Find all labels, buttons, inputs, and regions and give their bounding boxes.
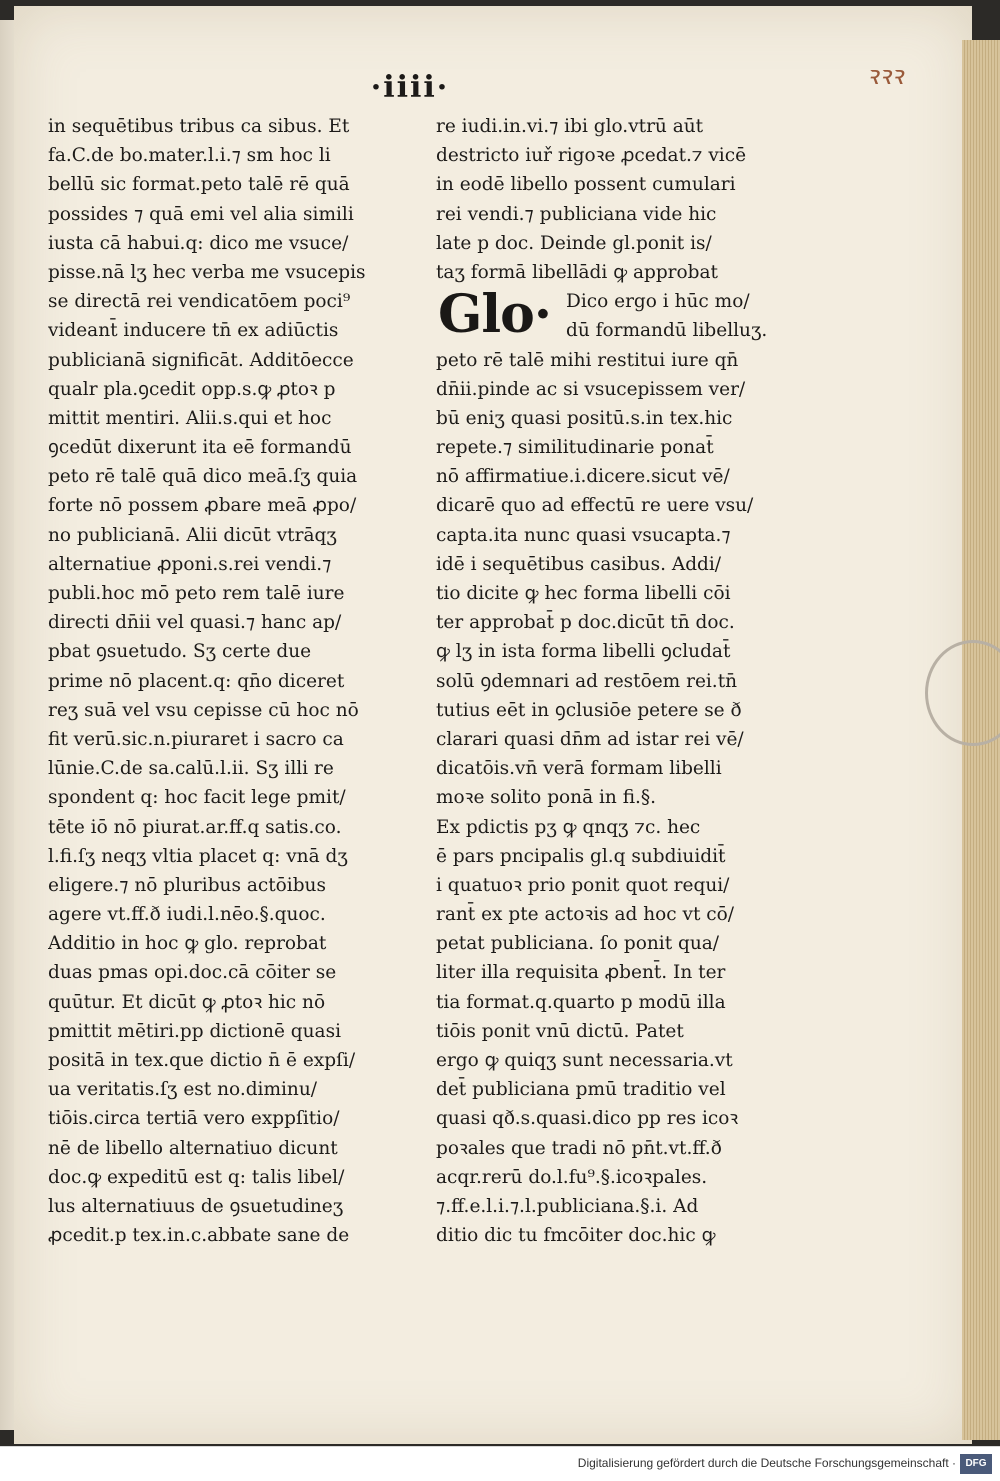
text-line: taʒ formā libellādi ꝙ approbat: [436, 261, 718, 283]
text-line: tiōis ponit vnū dictū. Patet: [436, 1020, 684, 1042]
text-line: quūtur. Et dicūt ꝙ ꝓtoꝛ hic nō: [48, 991, 326, 1013]
text-line: poꝛales que tradi nō pn̄t.vt.ff.ð: [436, 1137, 722, 1159]
text-line: tio dicite ꝙ hec forma libelli cōi: [436, 583, 731, 604]
folio-number: ·iiii·: [370, 70, 450, 105]
text-line: dicarē quo ad effectū re uere vsu/: [436, 495, 754, 517]
text-line: pmittit mētiri.pp dictionē quasi: [48, 1020, 342, 1042]
text-line: moꝛe solito ponā in fi.§.: [436, 787, 657, 809]
text-line: bū eniʒ quasi positū.s.in tex.hic: [436, 407, 733, 429]
right-text-column: [436, 112, 776, 1250]
text-line: dicatōis.vn̄ verā formam libelli: [436, 758, 722, 780]
text-line: ditio dic tu fmcōiter doc.hic ꝙ: [436, 1225, 716, 1247]
text-line: qualr pla.ꝯcedit opp.s.ꝙ ꝓtoꝛ p: [48, 378, 336, 400]
text-line: ⁊.ff.e.l.i.⁊.l.publiciana.§.i. Ad: [436, 1195, 699, 1217]
text-line: pbat ꝯsuetudo. Sʒ certe due: [48, 641, 312, 663]
text-line: alternatiue ꝓponi.s.rei vendi.⁊: [48, 553, 332, 575]
text-line: reʒ suā vel vsu cepisse cū hoc nō: [48, 699, 359, 721]
text-line: peto rē talē mihi restitui iure qn̄: [436, 349, 739, 371]
text-line: Ex pdictis pʒ ꝙ qnqʒ ⁊c. hec: [436, 816, 701, 838]
text-line: ꝓcedit.p tex.in.c.abbate sane de: [48, 1225, 350, 1247]
text-line: ua veritatis.ſʒ est no.diminu/: [48, 1079, 317, 1101]
text-line: forte nō possem ꝓbare meā ꝓpo/: [48, 495, 357, 517]
text-line: tutius eēt in ꝯclusiōe petere se ð: [436, 699, 742, 721]
text-line: directi dn̄ii vel quasi.⁊ hanc ap/: [48, 612, 342, 634]
text-line: se directā rei vendicatōem poci⁹: [48, 291, 351, 313]
text-line: in sequētibus tribus ca sibus. Et: [48, 116, 350, 137]
text-line: liter illa requisita ꝓbent̄. In ter: [436, 962, 726, 984]
text-line: capta.ita nunc quasi vsucapta.⁊: [436, 524, 731, 546]
text-line: re iudi.in.vi.⁊ ibi glo.vtrū aūt: [436, 116, 704, 137]
text-line: rant̄ ex pte actoꝛis ad hoc vt cō/: [436, 904, 735, 926]
decorated-initial: Glo·: [438, 284, 551, 345]
text-line: quasi qð.s.quasi.dico pp res icoꝛ: [436, 1108, 739, 1130]
text-line: pisse.nā lʒ hec verba me vsucepis: [48, 261, 366, 283]
text-line: in eodē libello possent cumulari: [436, 174, 736, 196]
text-line: lus alternatiuus de ꝯsuetudineʒ: [48, 1195, 344, 1217]
text-line: possides ⁊ quā emi vel alia simili: [48, 203, 354, 225]
text-line: nē de libello alternatiuo dicunt: [48, 1137, 338, 1159]
text-line: late p doc. Deinde gl.ponit is/: [436, 232, 712, 254]
text-line: spondent q: hoc facit lege pmit/: [48, 787, 346, 809]
text-line: prime nō placent.q: qn̄o diceret: [48, 670, 345, 692]
text-line: lūnie.C.de sa.calū.l.ii. Sʒ illi re: [48, 758, 334, 780]
text-line: fit verū.sic.n.piuraret i sacro ca: [48, 728, 344, 750]
manuscript-annotation: ꝛꝛꝛ: [866, 61, 903, 91]
text-line: duas pmas opi.doc.cā cōiter se: [48, 962, 337, 984]
text-line: bellū sic format.peto talē rē quā: [48, 174, 350, 196]
text-line: rei vendi.⁊ publiciana vide hic: [436, 203, 717, 225]
text-line: peto rē talē quā dico meā.ſʒ quia: [48, 466, 358, 488]
text-line: Dico ergo i hūc mo/: [566, 291, 750, 313]
text-line: Additio in hoc ꝙ glo. reprobat: [48, 933, 327, 955]
text-line: doc.ꝙ expeditū est q: talis libel/: [48, 1166, 345, 1188]
text-line: tēte iō nō piurat.ar.ff.q satis.co.: [48, 816, 342, 838]
text-line: tia format.q.quarto p modū illa: [436, 991, 726, 1013]
text-line: i quatuoꝛ prio ponit quot requi/: [436, 874, 730, 896]
text-line: publicianā significāt. Additōecce: [48, 349, 354, 371]
text-line: tiōis.circa tertiā vero exppſitio/: [48, 1108, 340, 1130]
text-line: ter approbat̄ p doc.dicūt tn̄ doc.: [436, 612, 735, 634]
text-line: ꝯcedūt dixerunt ita eē formandū: [48, 437, 352, 459]
text-line: no publicianā. Alii dicūt vtrāqʒ: [48, 524, 337, 546]
text-line: mittit mentiri. Alii.s.qui et hoc: [48, 407, 332, 429]
text-line: ergo ꝙ quiqʒ sunt necessaria.vt: [436, 1050, 733, 1071]
text-line: publi.hoc mō peto rem talē iure: [48, 583, 345, 604]
text-line: idē i sequētibus casibus. Addi/: [436, 553, 722, 575]
text-line: dn̄ii.pinde ac si vsucepissem ver/: [436, 378, 746, 400]
text-line: dū formandū libelluʒ.: [566, 320, 768, 342]
text-line: ꝙ lʒ in ista forma libelli ꝯcludat̄: [436, 641, 731, 663]
text-line: repete.⁊ similitudinarie ponat̄: [436, 437, 714, 459]
text-line: ē pars pncipalis gl.q subdiuidit̄: [436, 845, 726, 867]
text-line: det̄ publiciana pmū traditio vel: [436, 1079, 726, 1101]
text-line: acqr.rerū do.l.fu⁹.§.icoꝛpales.: [436, 1166, 708, 1188]
text-line: l.fi.ſʒ neqʒ vltia placet q: vnā dʒ: [48, 845, 348, 867]
text-line: nō affirmatiue.i.dicere.sicut vē/: [436, 466, 730, 488]
text-line: petat publiciana. ſo ponit qua/: [436, 933, 720, 955]
text-line: eligere.⁊ nō pluribus actōibus: [48, 874, 326, 896]
left-text-column: [48, 112, 378, 1250]
dfg-logo: DFG: [960, 1454, 992, 1474]
text-line: clarari quasi dn̄m ad istar rei vē/: [436, 728, 744, 750]
text-line: videant̄ inducere tn̄ ex adiūctis: [48, 320, 339, 342]
text-line: destricto iuř rigoꝛe ꝓcedat.⁊ vicē: [436, 145, 747, 167]
text-line: iusta cā habui.q: dico me vsuce/: [48, 232, 349, 254]
text-line: positā in tex.que dictio n̄ ē expſi/: [48, 1050, 356, 1071]
text-line: fa.C.de bo.mater.l.i.⁊ sm hoc li: [48, 145, 331, 167]
text-line: solū ꝯdemnari ad restōem rei.tn̄: [436, 670, 738, 692]
digitization-footer: [0, 1446, 1000, 1481]
text-line: agere vt.ff.ð iudi.l.nēo.§.quoc.: [48, 904, 326, 926]
footer-credit: Digitalisierung gefördert durch die Deutsche Forschungsgemeinschaft ·: [577, 1456, 956, 1470]
